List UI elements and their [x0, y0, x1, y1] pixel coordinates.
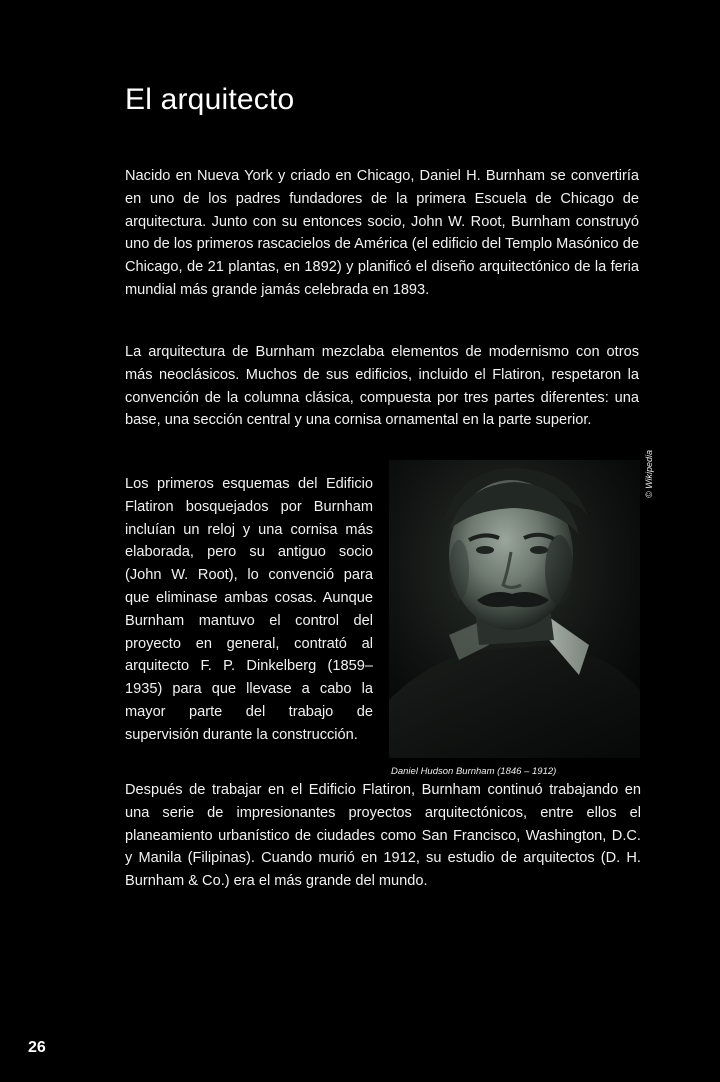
portrait-photo: [389, 460, 640, 758]
body-paragraph-4: Después de trabajar en el Edificio Flatiron, Burnham continuó trabajando en una serie de impresionantes proyectos arquitectónicos, entre ellos el planeamiento urbanístico de ciudades como San Francisco, Washington, D.C. y Manila (Filipinas). Cuando murió en 1912, su estudio de arquitectos (D. H. Burnham & Co.) era el más grande del mundo.: [125, 782, 641, 890]
page-title: El arquitecto: [125, 83, 295, 116]
photo-credit: © Wikipedia: [644, 449, 654, 498]
body-paragraph-2: La arquitectura de Burnham mezclaba elementos de modernismo con otros más neoclásicos. Muchos de sus edificios, incluido el Flatiron, respetaron la convención de la columna clásica, compuesta por tres partes diferentes: una base, una sección central y una cornisa ornamental en la parte superior.: [125, 344, 639, 429]
photo-caption: Daniel Hudson Burnham (1846 – 1912): [391, 766, 557, 777]
page-number: 26: [28, 1039, 46, 1056]
body-paragraph-1: Nacido en Nueva York y criado en Chicago, Daniel H. Burnham se convertiría en uno de los padres fundadores de la primera Escuela de Chicago de arquitectura. Junto con su entonces socio, John W. Root, Burnham construyó uno de los primeros rascacielos de América (el edificio del Templo Masónico de Chicago, de 21 plantas, en 1892) y planificó el diseño arquitectónico de la feria mundial más grande jamás celebrada en 1893.: [125, 168, 639, 298]
body-paragraph-3: Los primeros esquemas del Edificio Flatiron bosquejados por Burnham incluían un reloj y una cornisa más elaborada, pero su antiguo socio (John W. Root), lo convenció para que eliminase ambas cosas. Aunque Burnham mantuvo el control del proyecto en general, contrató al arquitecto F. P. Dinkelberg (1859–1935) para que llevase a cabo la mayor parte del trabajo de supervisión durante la construcción.: [125, 476, 373, 743]
